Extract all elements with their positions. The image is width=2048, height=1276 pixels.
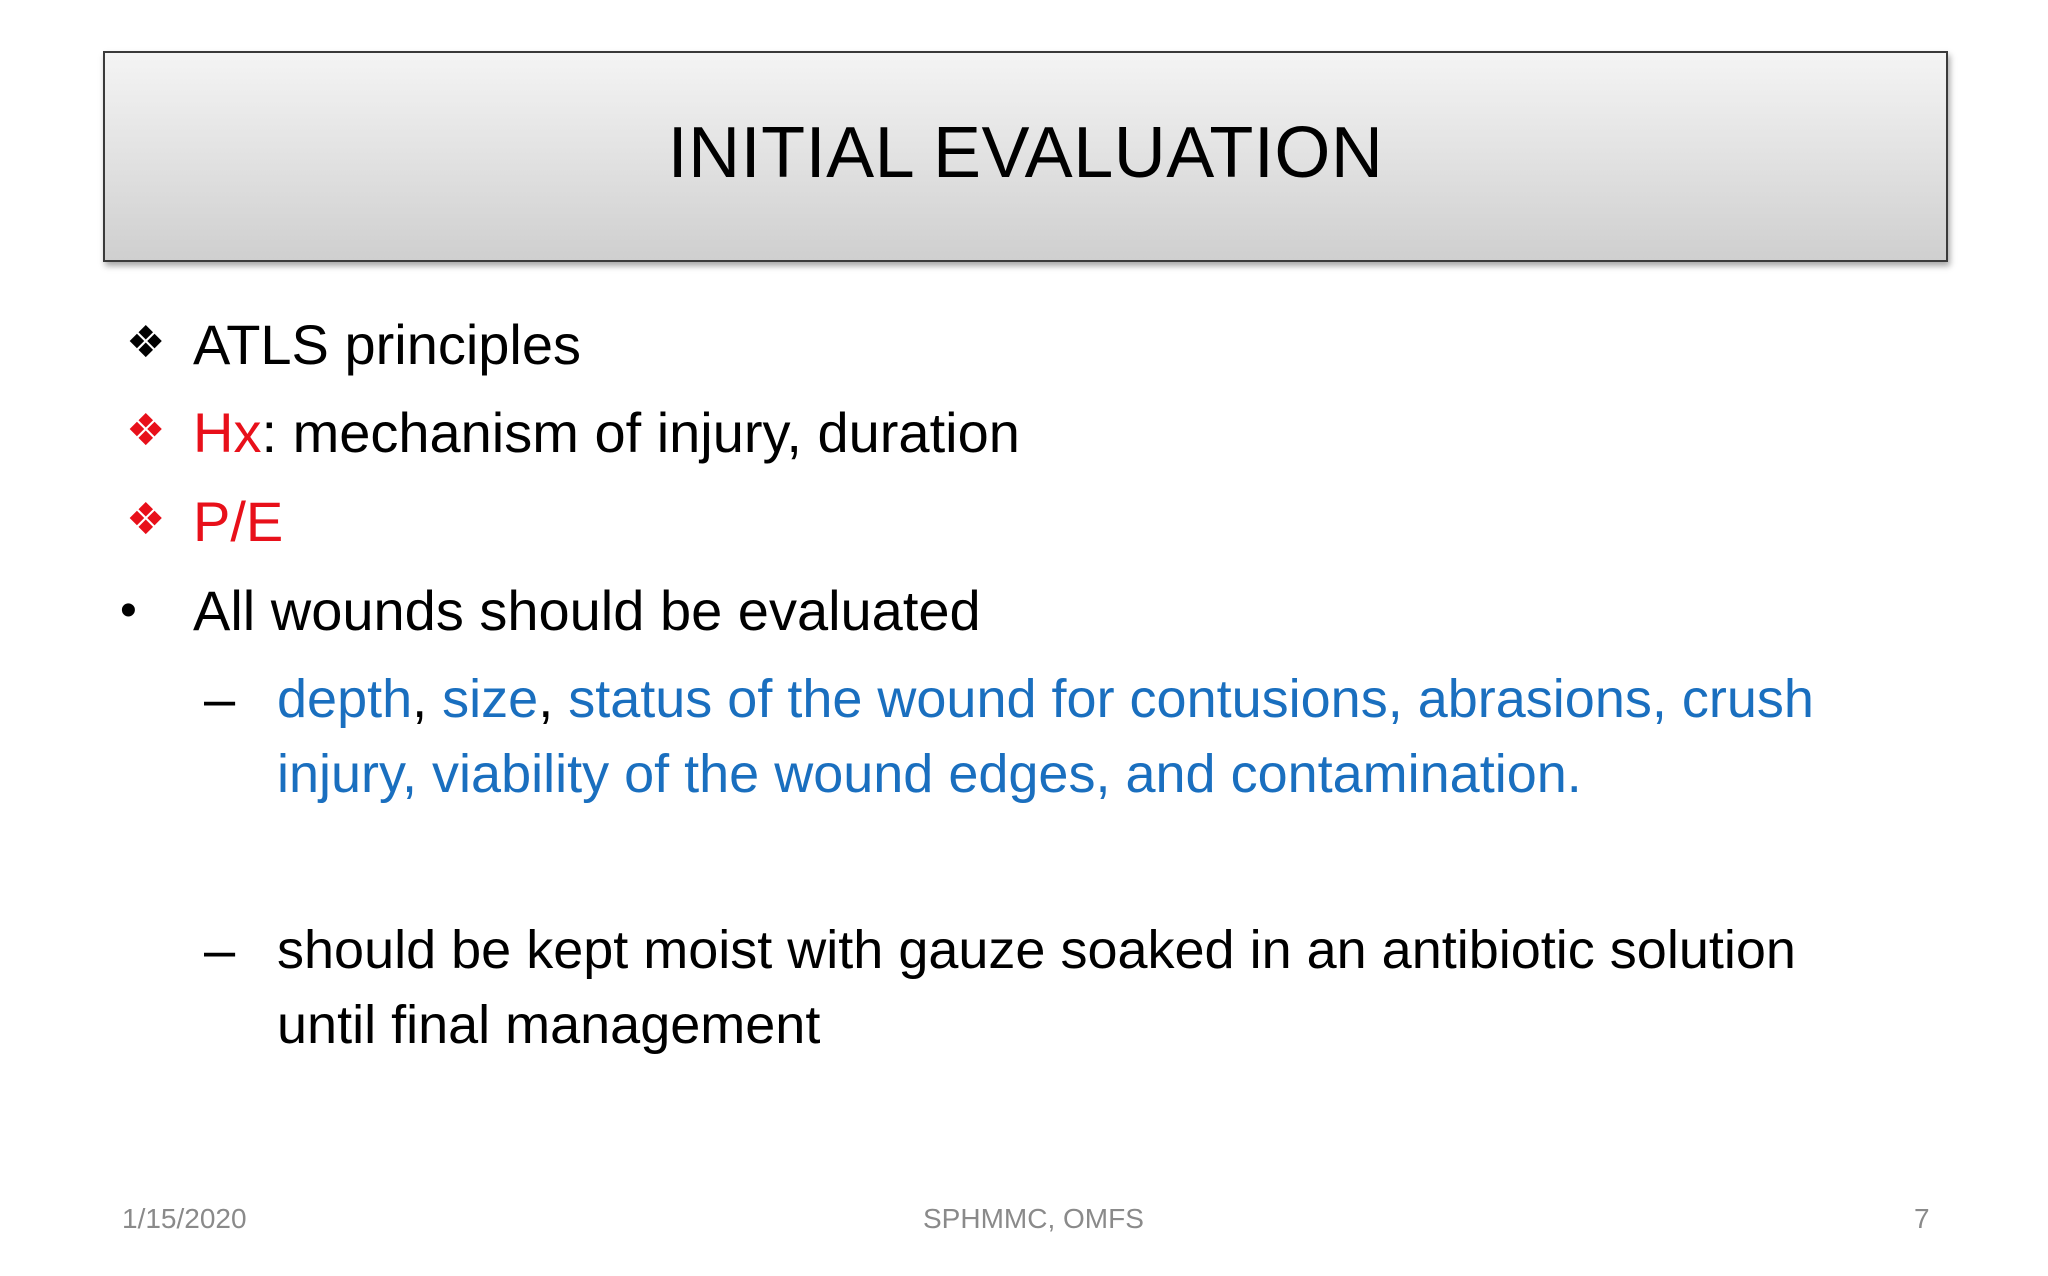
bullet-pe-label: P/E <box>193 490 284 553</box>
sub-bullet-comma1: , <box>412 669 428 729</box>
bullet-history <box>193 396 1020 470</box>
footer-page-number: 7 <box>1914 1203 1930 1234</box>
diamond-bullet-icon: ❖ <box>126 495 166 544</box>
bullet-history-separator: : <box>261 401 278 464</box>
slide-title: INITIAL EVALUATION <box>667 112 1384 193</box>
dash-bullet-icon: – <box>204 667 236 730</box>
bullet-atls <box>193 308 581 382</box>
round-bullet-icon: • <box>120 584 137 637</box>
bullet-history-label: Hx <box>193 401 262 464</box>
sub-bullet-size: size <box>427 669 539 729</box>
diamond-bullet-icon: ❖ <box>126 318 166 367</box>
footer-date: 1/15/2020 <box>122 1203 247 1234</box>
sub-bullet-moist-line1: should be kept moist with gauze soaked in an antibiotic solution <box>277 920 1796 980</box>
sub-bullet-moist-line2: until final management <box>277 995 821 1055</box>
bullet-wounds <box>193 574 981 648</box>
sub-bullet-evaluation-line1 <box>277 662 1814 736</box>
bullet-history-text: mechanism of injury, duration <box>277 401 1020 464</box>
diamond-bullet-icon: ❖ <box>126 406 166 455</box>
dash-bullet-icon: – <box>204 918 236 981</box>
bullet-atls-text: ATLS principles <box>193 313 582 376</box>
sub-bullet-depth: depth <box>277 669 413 729</box>
footer-center: SPHMMC, OMFS <box>923 1203 1144 1234</box>
sub-bullet-evaluation-line2: injury, viability of the wound edges, and contamination. <box>277 744 1582 804</box>
title-box <box>103 51 1948 262</box>
bullet-pe <box>193 485 283 559</box>
bullet-wounds-text: All wounds should be evaluated <box>193 579 981 642</box>
sub-bullet-status: status of the wound for contusions, abrasions, crush <box>553 669 1814 729</box>
sub-bullet-comma2: , <box>538 669 554 729</box>
